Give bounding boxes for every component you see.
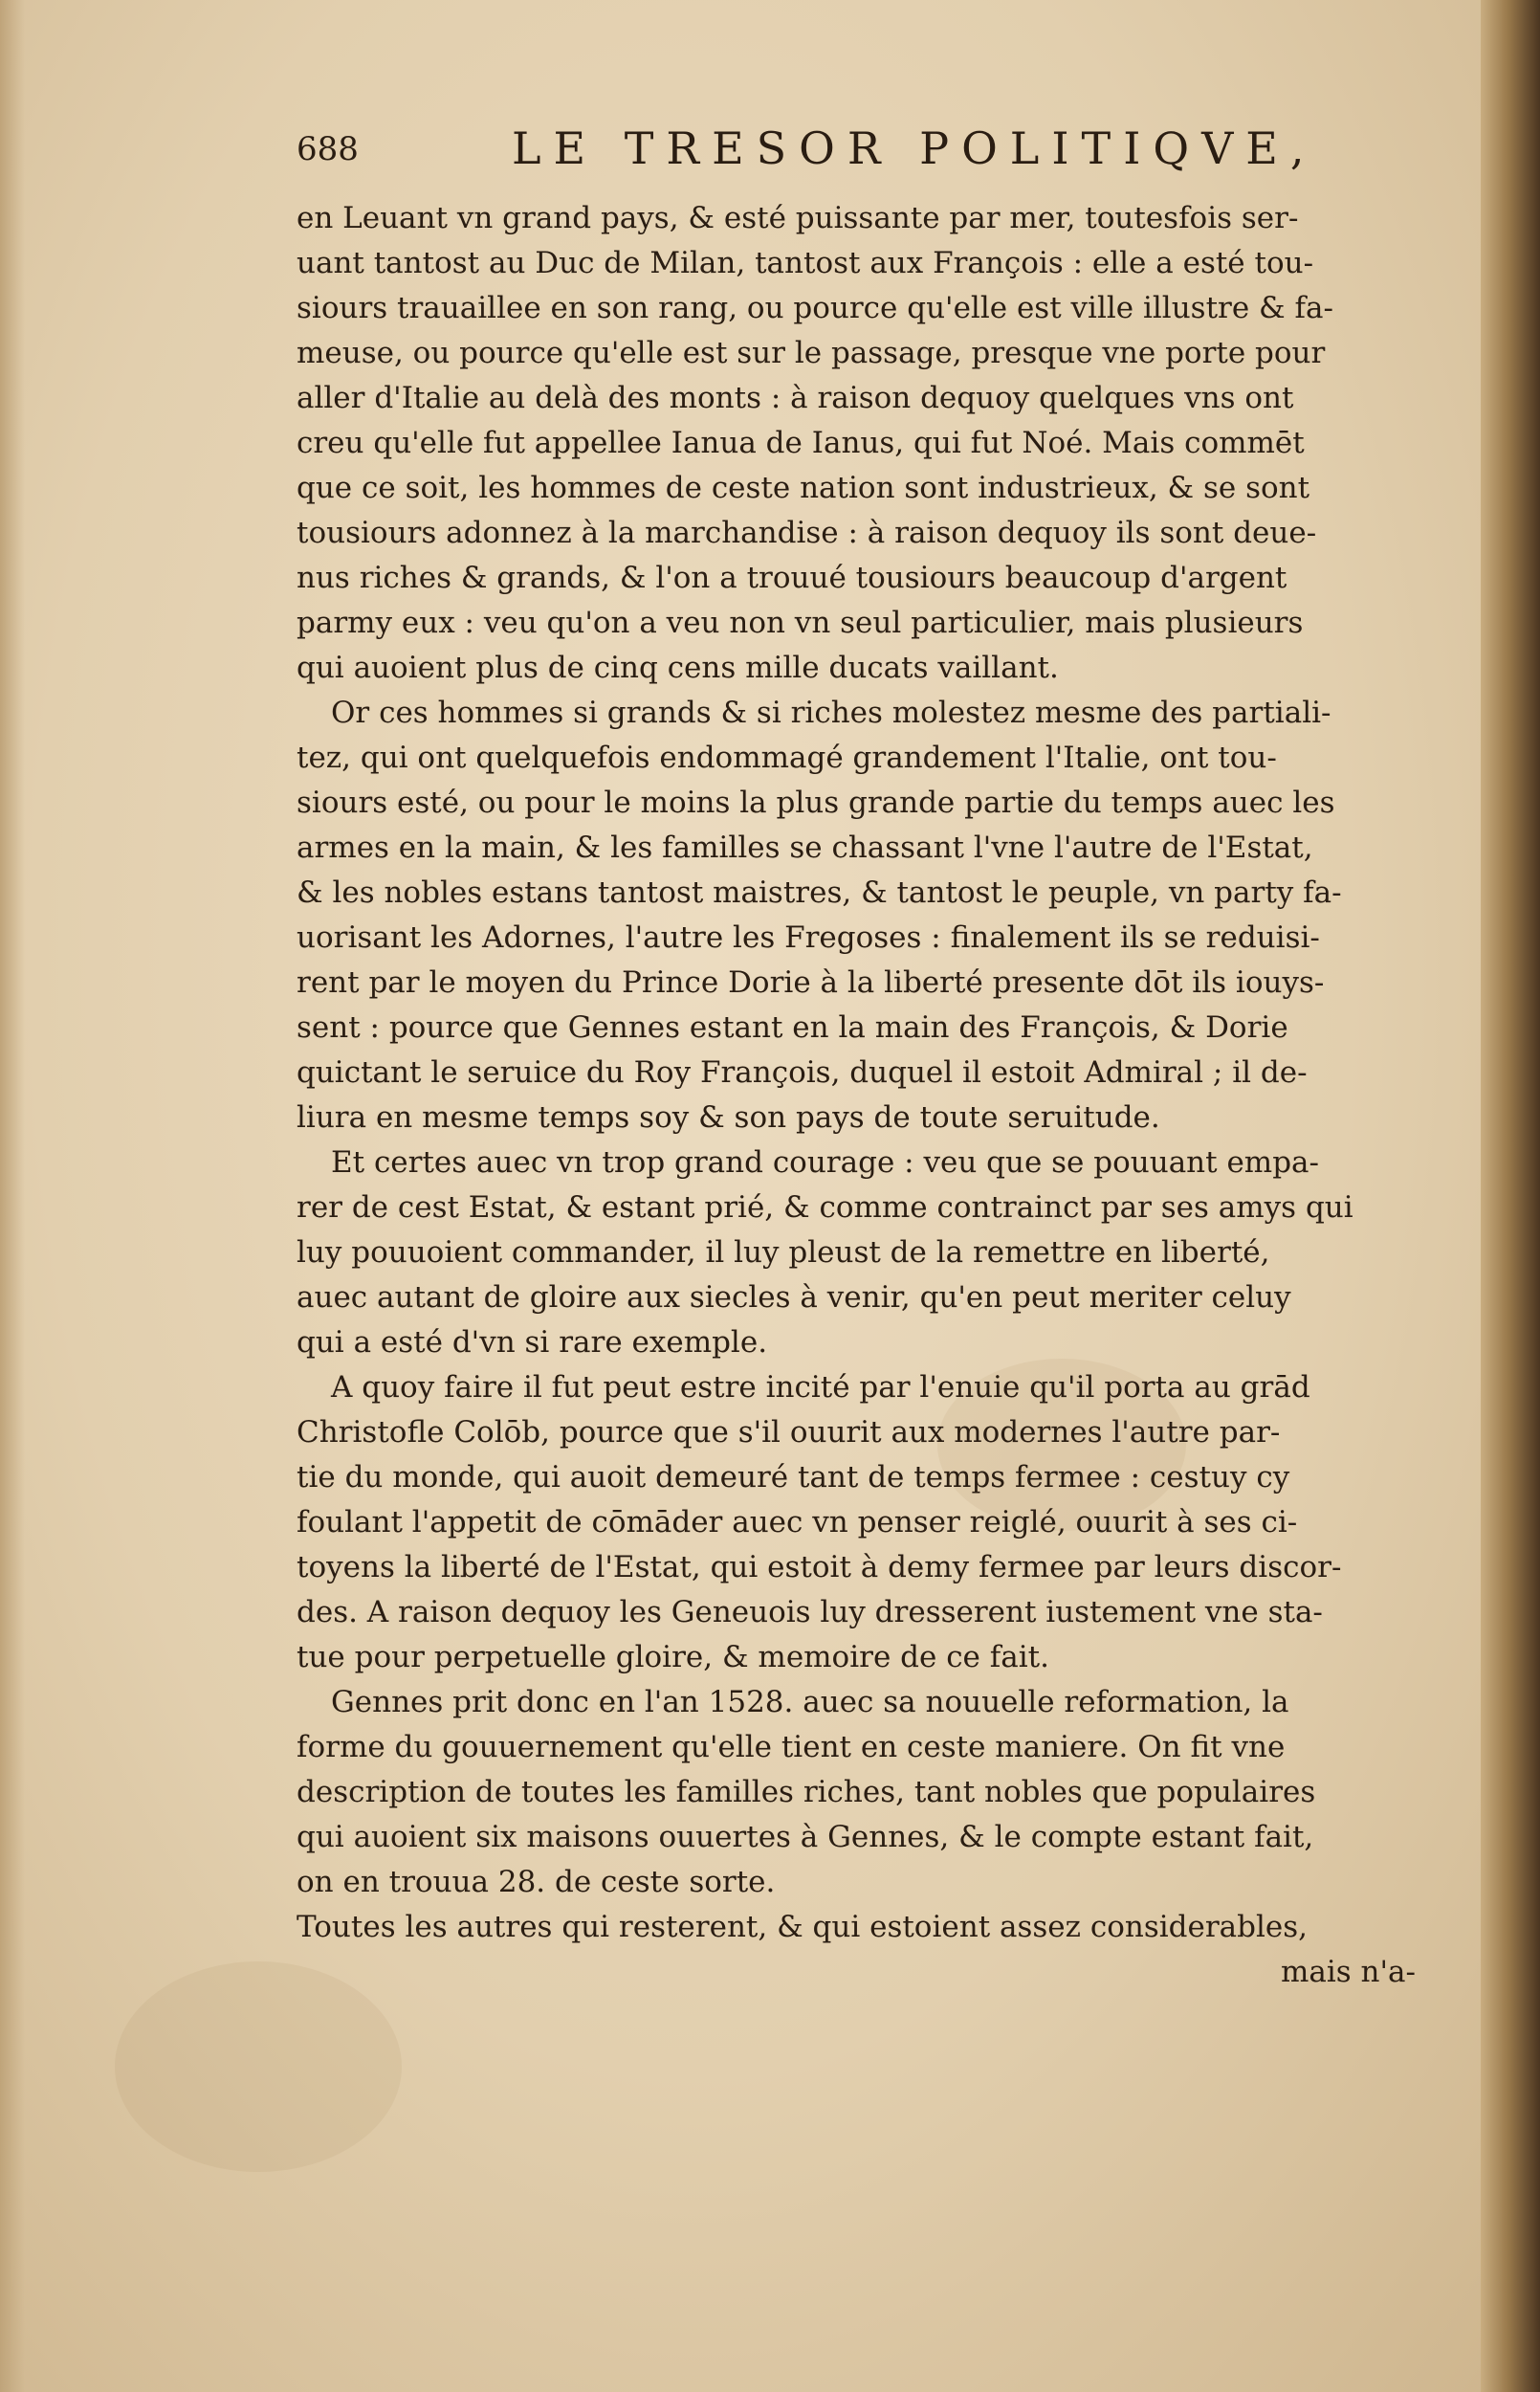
text-line: luy pouuoient commander, il luy pleust de la remettre en liberté, [297,1235,1270,1270]
text-line: auec autant de gloire aux siecles à venir, qu'en peut meriter celuy [297,1280,1291,1315]
text-line: quictant le seruice du Roy François, duquel il estoit Admiral ; il de- [297,1055,1308,1090]
text-line: uorisant les Adornes, l'autre les Fregoses : finalement ils se reduisi- [297,920,1320,955]
text-line: rer de cest Estat, & estant prié, & comme contrainct par ses amys qui [297,1190,1353,1225]
paragraph-start-line: Toutes les autres qui resterent, & qui estoient assez considerables, [297,1910,1309,1944]
paragraph-start-line: Et certes auec vn trop grand courage : veu que se pouuant empa- [331,1145,1319,1180]
text-line: qui auoient six maisons ouuertes à Gennes, & le compte estant fait, [297,1820,1314,1854]
page-edge [1481,0,1540,2392]
paragraph-start-line: Gennes prit donc en l'an 1528. auec sa nouuelle reformation, la [331,1685,1289,1719]
text-line: parmy eux : veu qu'on a veu non vn seul particulier, mais plusieurs [297,606,1304,640]
page-number: 688 [297,130,359,168]
catchword: mais n'a- [1281,1955,1416,1989]
text-line: sent : pource que Gennes estant en la main des François, & Dorie [297,1010,1288,1045]
text-line: qui a esté d'vn si rare exemple. [297,1325,768,1360]
text-line: meuse, ou pource qu'elle est sur le passage, presque vne porte pour [297,336,1326,370]
text-line: aller d'Italie au delà des monts : à raison dequoy quelques vns ont [297,381,1294,415]
text-line: toyens la liberté de l'Estat, qui estoit à demy fermee par leurs discor- [297,1550,1342,1584]
paragraph-start-line: A quoy faire il fut peut estre incité par l'enuie qu'il porta au grād [331,1370,1310,1405]
text-line: description de toutes les familles riches, tant nobles que populaires [297,1775,1316,1809]
text-line: tez, qui ont quelquefois endommagé grandement l'Italie, ont tou- [297,741,1277,775]
text-line: en Leuant vn grand pays, & esté puissante par mer, toutesfois ser- [297,201,1299,235]
text-line: siours esté, ou pour le moins la plus grande partie du temps auec les [297,786,1335,820]
text-line: siours trauaillee en son rang, ou pource qu'elle est ville illustre & fa- [297,291,1333,325]
text-line: on en trouua 28. de ceste sorte. [297,1865,776,1899]
text-line: forme du gouuernement qu'elle tient en ceste maniere. On fit vne [297,1730,1286,1764]
text-line: armes en la main, & les familles se chassant l'vne l'autre de l'Estat, [297,831,1313,865]
text-line: des. A raison dequoy les Geneuois luy dresserent iustement vne sta- [297,1595,1323,1629]
paragraph-start-line: Or ces hommes si grands & si riches molestez mesme des partiali- [331,696,1331,730]
text-line: tue pour perpetuelle gloire, & memoire de ce fait. [297,1640,1049,1674]
text-line: & les nobles estans tantost maistres, & tantost le peuple, vn party fa- [297,875,1342,910]
running-title: LE TRESOR POLITIQVE, [512,122,1317,174]
text-line: foulant l'appetit de cōmāder auec vn penser reiglé, ouurit à ses ci- [297,1505,1298,1539]
text-line: Christofle Colōb, pource que s'il ouurit aux modernes l'autre par- [297,1415,1281,1450]
text-line: qui auoient plus de cinq cens mille ducats vaillant. [297,651,1059,685]
text-line: nus riches & grands, & l'on a trouué tousiours beaucoup d'argent [297,561,1287,595]
gutter-shadow [0,0,25,2392]
running-head [297,122,1473,189]
body-text [297,196,1444,1995]
text-line: uant tantost au Duc de Milan, tantost aux François : elle a esté tou- [297,246,1314,280]
text-line: tie du monde, qui auoit demeuré tant de temps fermee : cestuy cy [297,1460,1290,1495]
text-line: tousiours adonnez à la marchandise : à raison dequoy ils sont deue- [297,516,1317,550]
text-line: que ce soit, les hommes de ceste nation sont industrieux, & se sont [297,471,1310,505]
text-line: creu qu'elle fut appellee Ianua de Ianus, qui fut Noé. Mais commēt [297,426,1305,460]
text-line: liura en mesme temps soy & son pays de toute seruitude. [297,1100,1160,1135]
text-line: rent par le moyen du Prince Dorie à la liberté presente dōt ils iouys- [297,965,1325,1000]
